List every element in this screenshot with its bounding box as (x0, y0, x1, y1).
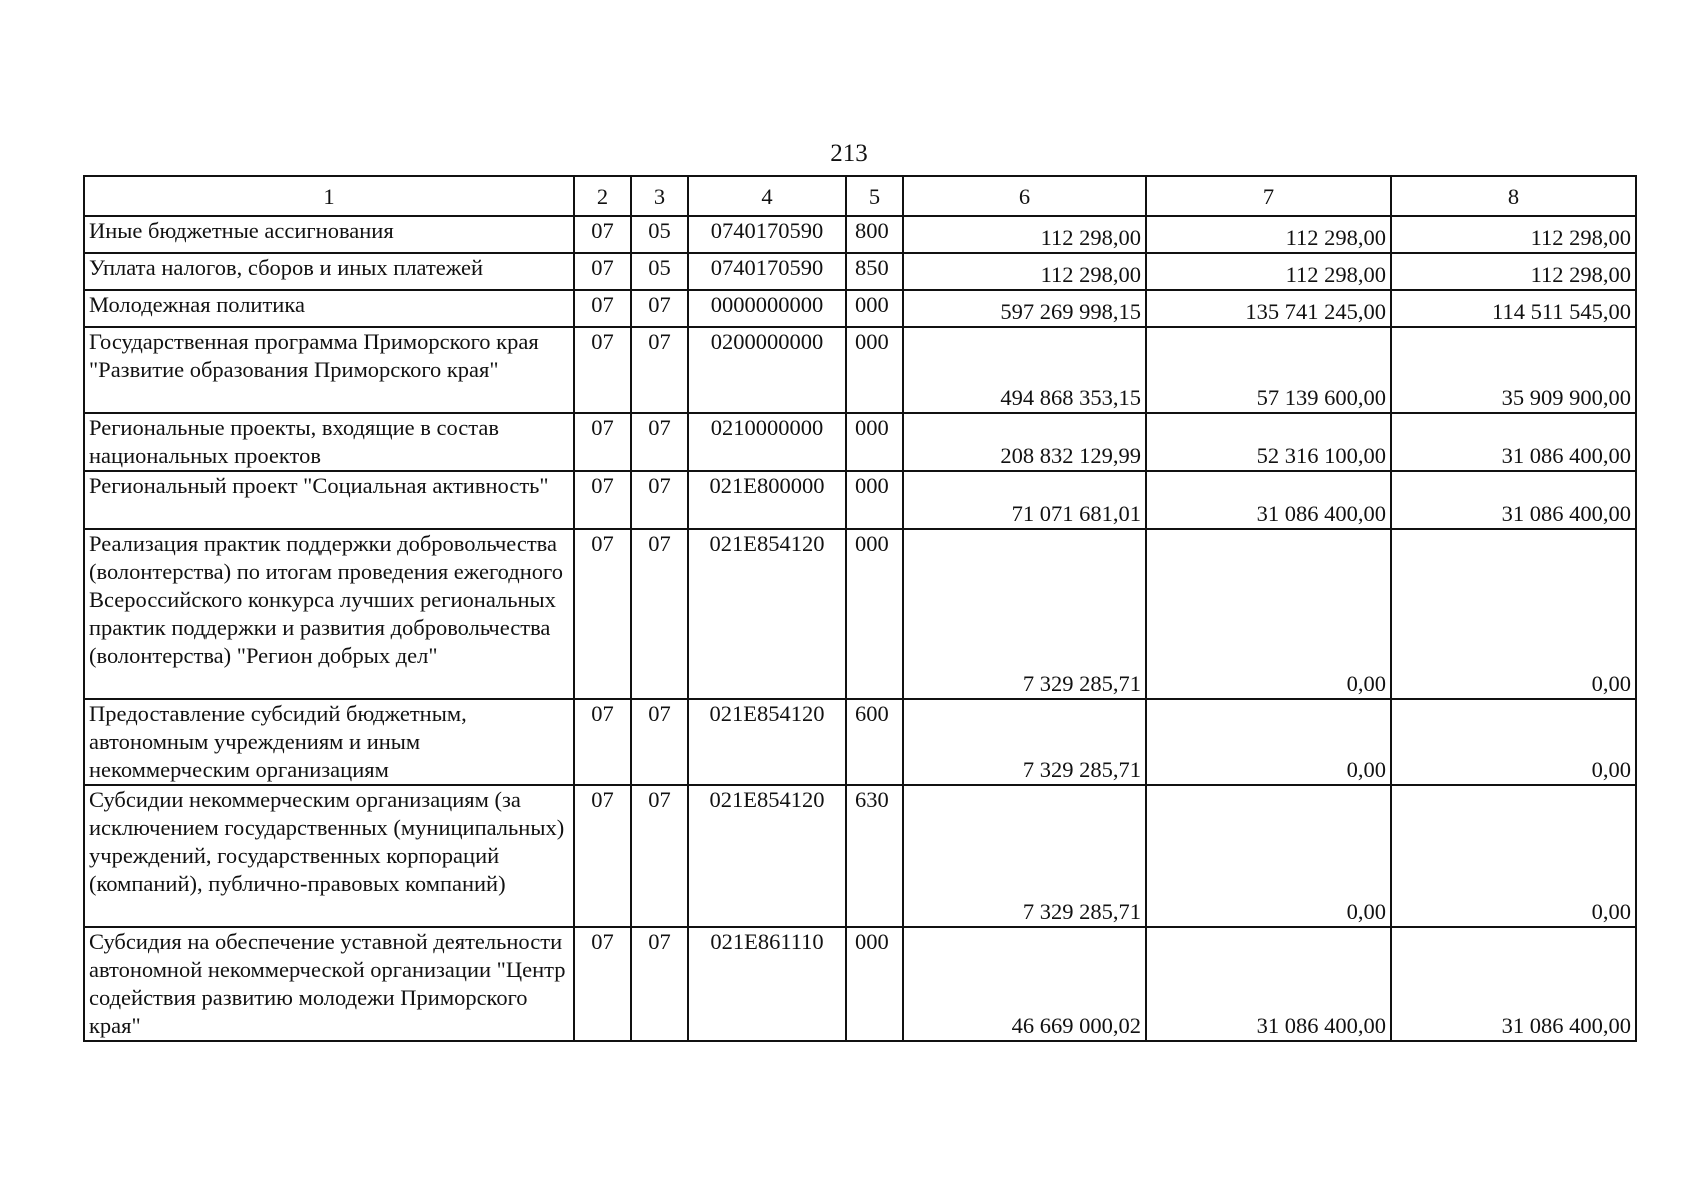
row-amount-6: 71 071 681,01 (903, 471, 1146, 529)
row-target-article: 021E861110 (688, 927, 846, 1041)
header-col-7: 7 (1146, 176, 1391, 216)
row-section: 07 (574, 927, 631, 1041)
table-row (84, 471, 1636, 529)
row-amount-6: 112 298,00 (903, 253, 1146, 290)
row-subsection: 05 (631, 216, 688, 253)
row-section: 07 (574, 413, 631, 471)
row-subsection: 07 (631, 471, 688, 529)
row-amount-8: 31 086 400,00 (1391, 471, 1636, 529)
row-amount-6: 208 832 129,99 (903, 413, 1146, 471)
row-subsection: 07 (631, 529, 688, 699)
row-amount-7: 135 741 245,00 (1146, 290, 1391, 327)
row-amount-7: 57 139 600,00 (1146, 327, 1391, 413)
row-expense-type: 630 (846, 785, 903, 927)
row-amount-6: 597 269 998,15 (903, 290, 1146, 327)
row-subsection: 07 (631, 699, 688, 785)
row-expense-type: 600 (846, 699, 903, 785)
row-name: Уплата налогов, сборов и иных платежей (84, 253, 574, 290)
row-subsection: 07 (631, 927, 688, 1041)
row-name: Предоставление субсидий бюджетным, автономным учреждениям и иным некоммерческим организациям (84, 699, 574, 785)
row-name: Молодежная политика (84, 290, 574, 327)
row-subsection: 07 (631, 785, 688, 927)
row-name: Субсидия на обеспечение уставной деятельности автономной некоммерческой организации "Центр содействия развитию молодежи Приморского края" (84, 927, 574, 1041)
table-row (84, 785, 1636, 927)
row-target-article: 021E854120 (688, 529, 846, 699)
row-section: 07 (574, 253, 631, 290)
row-amount-7: 31 086 400,00 (1146, 927, 1391, 1041)
row-amount-7: 112 298,00 (1146, 253, 1391, 290)
row-subsection: 05 (631, 253, 688, 290)
row-amount-8: 114 511 545,00 (1391, 290, 1636, 327)
table-row (84, 253, 1636, 290)
row-amount-6: 7 329 285,71 (903, 529, 1146, 699)
row-name: Субсидии некоммерческим организациям (за исключением государственных (муниципальных) учреждений, государственных корпораций (компаний), публично-правовых компаний) (84, 785, 574, 927)
header-row (84, 176, 1636, 216)
row-expense-type: 000 (846, 413, 903, 471)
page-number: 213 (830, 140, 868, 167)
row-expense-type: 000 (846, 529, 903, 699)
row-target-article: 021E800000 (688, 471, 846, 529)
header-col-1: 1 (84, 176, 574, 216)
row-amount-8: 31 086 400,00 (1391, 927, 1636, 1041)
row-section: 07 (574, 529, 631, 699)
row-amount-7: 52 316 100,00 (1146, 413, 1391, 471)
row-expense-type: 000 (846, 927, 903, 1041)
row-amount-8: 31 086 400,00 (1391, 413, 1636, 471)
row-amount-6: 112 298,00 (903, 216, 1146, 253)
row-expense-type: 000 (846, 327, 903, 413)
row-amount-8: 0,00 (1391, 699, 1636, 785)
table-row (84, 529, 1636, 699)
row-section: 07 (574, 699, 631, 785)
header-col-5: 5 (846, 176, 903, 216)
row-expense-type: 850 (846, 253, 903, 290)
row-section: 07 (574, 471, 631, 529)
header-col-2: 2 (574, 176, 631, 216)
row-amount-6: 46 669 000,02 (903, 927, 1146, 1041)
row-amount-8: 0,00 (1391, 785, 1636, 927)
row-amount-7: 0,00 (1146, 529, 1391, 699)
table-row (84, 216, 1636, 253)
row-subsection: 07 (631, 290, 688, 327)
row-target-article: 0740170590 (688, 216, 846, 253)
row-amount-7: 0,00 (1146, 699, 1391, 785)
row-amount-6: 7 329 285,71 (903, 699, 1146, 785)
row-expense-type: 000 (846, 471, 903, 529)
header-col-6: 6 (903, 176, 1146, 216)
row-target-article: 0200000000 (688, 327, 846, 413)
row-section: 07 (574, 785, 631, 927)
row-name: Региональный проект "Социальная активность" (84, 471, 574, 529)
row-subsection: 07 (631, 413, 688, 471)
row-name: Иные бюджетные ассигнования (84, 216, 574, 253)
table-row (84, 699, 1636, 785)
row-amount-8: 112 298,00 (1391, 216, 1636, 253)
row-expense-type: 800 (846, 216, 903, 253)
row-name: Государственная программа Приморского края "Развитие образования Приморского края" (84, 327, 574, 413)
row-section: 07 (574, 327, 631, 413)
table-row (84, 927, 1636, 1041)
row-amount-7: 112 298,00 (1146, 216, 1391, 253)
row-amount-8: 0,00 (1391, 529, 1636, 699)
header-col-4: 4 (688, 176, 846, 216)
row-amount-7: 0,00 (1146, 785, 1391, 927)
table-row (84, 327, 1636, 413)
header-col-8: 8 (1391, 176, 1636, 216)
row-target-article: 021E854120 (688, 699, 846, 785)
row-target-article: 021E854120 (688, 785, 846, 927)
row-name: Региональные проекты, входящие в состав национальных проектов (84, 413, 574, 471)
row-target-article: 0210000000 (688, 413, 846, 471)
budget-table (83, 175, 1637, 1042)
row-expense-type: 000 (846, 290, 903, 327)
row-target-article: 0740170590 (688, 253, 846, 290)
row-section: 07 (574, 216, 631, 253)
row-name: Реализация практик поддержки добровольчества (волонтерства) по итогам проведения ежегодного Всероссийского конкурса лучших региональных практик поддержки и развития добровольчества (волонтерства) "Регион добрых дел" (84, 529, 574, 699)
table-row (84, 290, 1636, 327)
row-subsection: 07 (631, 327, 688, 413)
row-target-article: 0000000000 (688, 290, 846, 327)
row-amount-8: 112 298,00 (1391, 253, 1636, 290)
row-amount-6: 494 868 353,15 (903, 327, 1146, 413)
row-amount-7: 31 086 400,00 (1146, 471, 1391, 529)
header-col-3: 3 (631, 176, 688, 216)
row-section: 07 (574, 290, 631, 327)
table-row (84, 413, 1636, 471)
row-amount-6: 7 329 285,71 (903, 785, 1146, 927)
row-amount-8: 35 909 900,00 (1391, 327, 1636, 413)
